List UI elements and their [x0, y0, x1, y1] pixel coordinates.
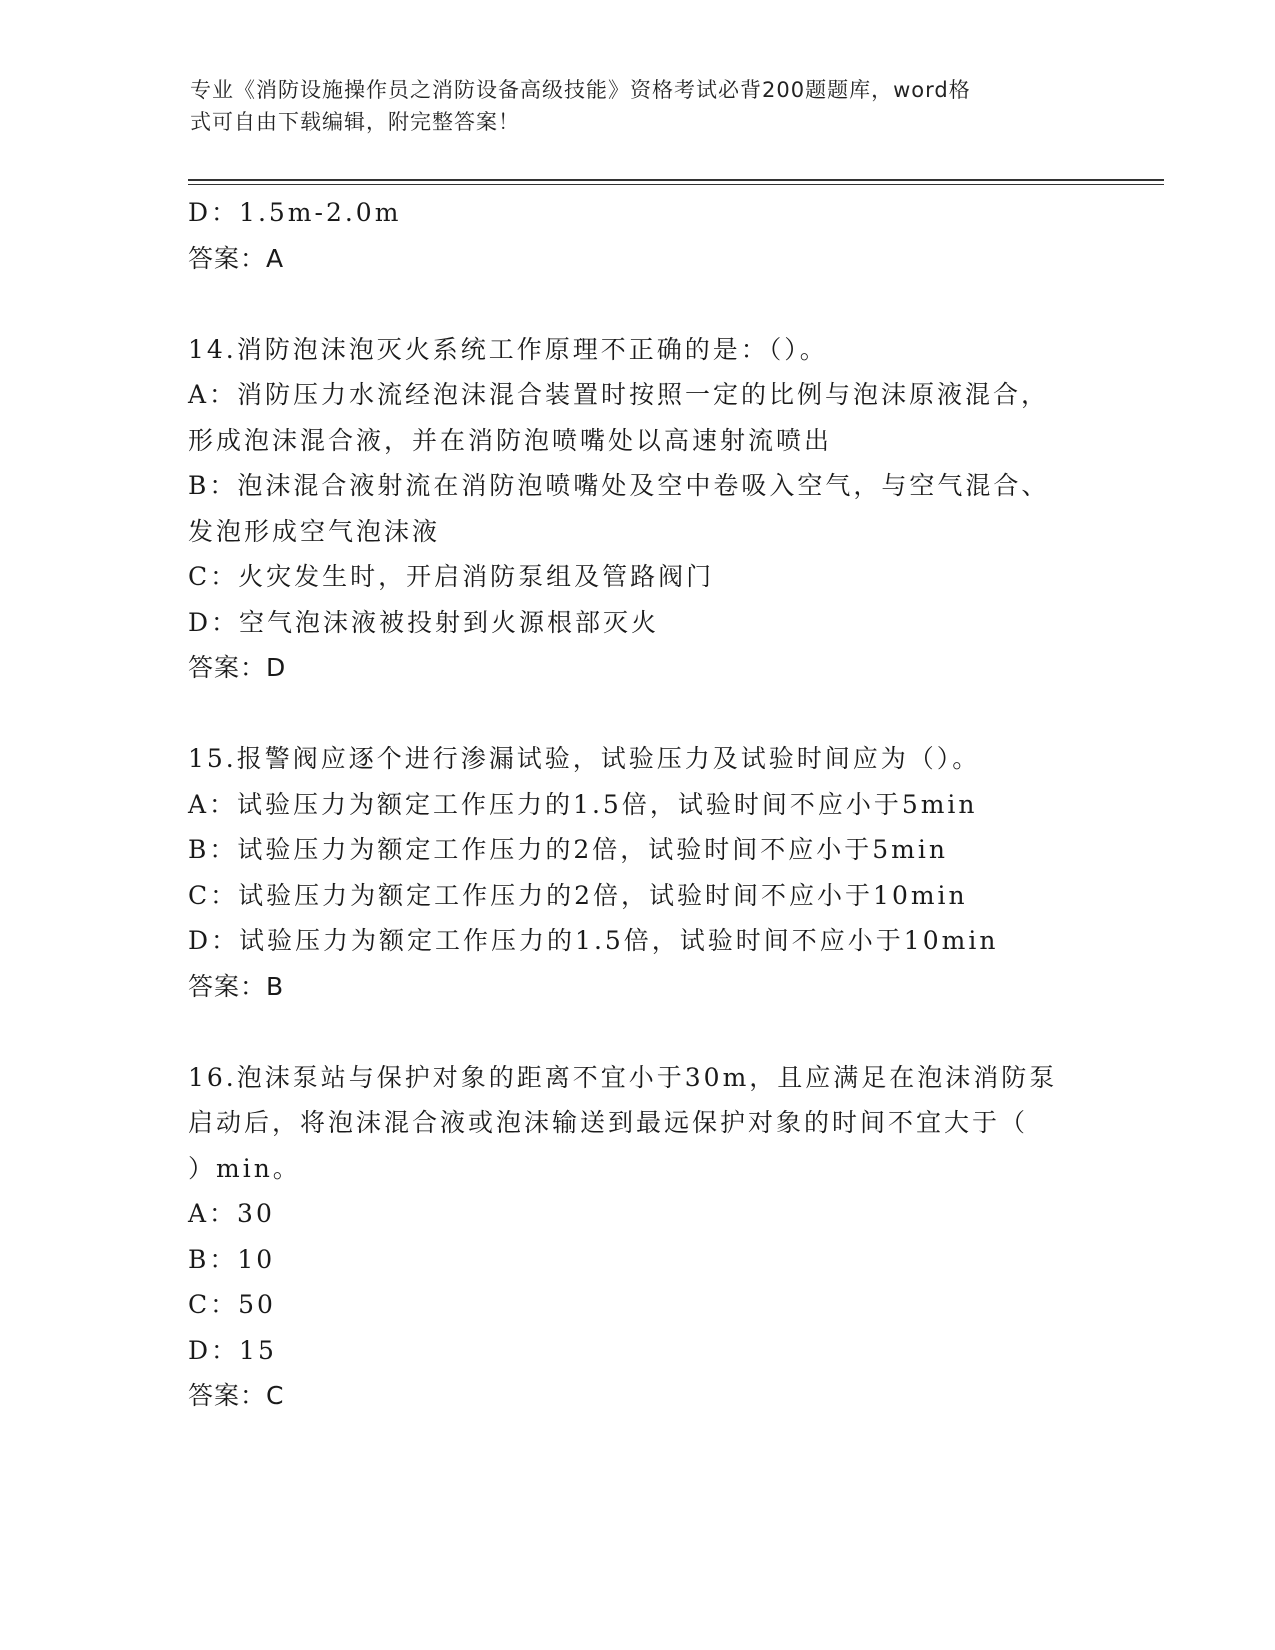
- header-title-line-1: 专业《消防设施操作员之消防设备高级技能》资格考试必背200题题库，word格: [190, 78, 971, 102]
- option-b-continued: 发泡形成空气泡沫液: [188, 516, 441, 546]
- question-14: [188, 327, 1088, 691]
- header-divider-thin: [188, 184, 1164, 185]
- spacer: [188, 1009, 1088, 1055]
- question-15: [188, 736, 1088, 1009]
- previous-question-tail: [188, 190, 1088, 281]
- question-stem: 16.泡沫泵站与保护对象的距离不宜小于30m，且应满足在泡沫消防泵: [188, 1062, 1058, 1092]
- option-b: B：泡沫混合液射流在消防泡喷嘴处及空中卷吸入空气，与空气混合、: [188, 471, 1050, 500]
- question-16: [188, 1055, 1088, 1419]
- spacer: [188, 691, 1088, 737]
- option-c: C：试验压力为额定工作压力的2倍，试验时间不应小于10min: [188, 880, 968, 910]
- option-b: B：试验压力为额定工作压力的2倍，试验时间不应小于5min: [188, 835, 948, 864]
- question-stem: 15.报警阀应逐个进行渗漏试验，试验压力及试验时间应为（）。: [188, 744, 981, 773]
- question-stem-continued: ）min。: [188, 1153, 301, 1183]
- option-d: D：试验压力为额定工作压力的1.5倍，试验时间不应小于10min: [188, 926, 999, 955]
- answer-line: 答案：B: [188, 971, 285, 1001]
- question-stem-continued: 启动后，将泡沫混合液或泡沫输送到最远保护对象的时间不宜大于（: [188, 1108, 1029, 1137]
- question-stem: 14.消防泡沫泡灭火系统工作原理不正确的是：（）。: [188, 334, 828, 364]
- option-d: D：空气泡沫液被投射到火源根部灭火: [188, 607, 660, 637]
- answer-line: 答案：D: [188, 653, 287, 682]
- option-d: D：15: [188, 1335, 277, 1365]
- spacer: [188, 281, 1088, 327]
- option-a-continued: 形成泡沫混合液，并在消防泡喷嘴处以高速射流喷出: [188, 425, 833, 455]
- answer-line: 答案：A: [188, 243, 285, 273]
- document-header: [190, 74, 1070, 138]
- option-a: A：消防压力水流经泡沫混合装置时按照一定的比例与泡沫原液混合，: [188, 380, 1050, 409]
- option-c: C：50: [188, 1290, 276, 1319]
- option-c: C：火灾发生时，开启消防泵组及管路阀门: [188, 562, 715, 591]
- answer-line: 答案：C: [188, 1381, 285, 1410]
- option-a: A：30: [188, 1199, 275, 1228]
- option-a: A：试验压力为额定工作压力的1.5倍，试验时间不应小于5min: [188, 789, 978, 819]
- option-d: D：1.5m-2.0m: [188, 198, 402, 227]
- option-b: B：10: [188, 1244, 276, 1274]
- header-title-line-2: 式可自由下载编辑，附完整答案！: [190, 110, 520, 134]
- question-list: [188, 190, 1088, 1419]
- header-divider-thick: [188, 179, 1164, 181]
